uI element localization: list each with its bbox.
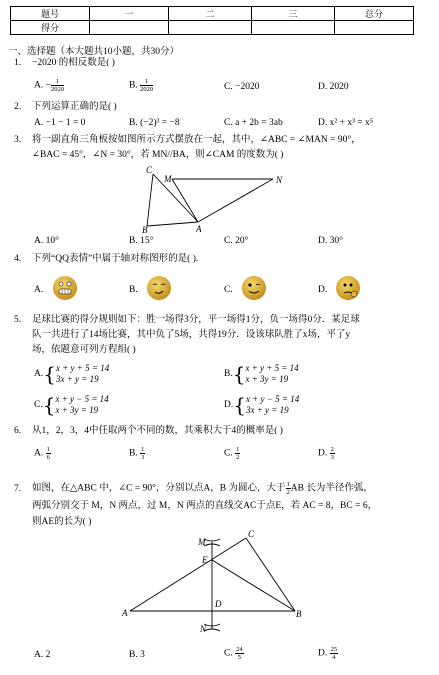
numerator: 25 (330, 646, 338, 653)
equation-system (245, 363, 298, 385)
equation-1: x + y − 5 = 14 (55, 394, 109, 404)
option-c[interactable]: C. 20° (224, 236, 249, 246)
qq-smirk-emoji-icon (147, 276, 171, 300)
fraction (235, 646, 244, 661)
section-heading: 一、选择题（本大题共10小题，共30分） (8, 47, 180, 57)
equation-1: x + y − 5 = 14 (245, 394, 300, 404)
brace-icon: { (232, 362, 246, 386)
score-header-cell: 题号 (11, 7, 90, 21)
option-a[interactable] (34, 285, 43, 295)
question-number: 7. (14, 483, 22, 494)
score-row-label: 得分 (11, 21, 90, 35)
question-text: −2020 的相反数是( ) (32, 58, 115, 68)
score-cell[interactable] (335, 21, 414, 35)
option-b[interactable]: B. 3 (129, 650, 145, 660)
equation-1: x + y + 5 = 14 (245, 363, 299, 373)
score-header-cell: 三 (252, 7, 335, 21)
numerator: 1 (236, 446, 240, 453)
label-B: B (296, 609, 302, 619)
question-7 (14, 481, 373, 496)
option-c[interactable] (224, 285, 233, 295)
question-text-line1a: 如图，在△ABC 中，∠C = 90°，分别以点A，B 为圆心，大于 (32, 483, 286, 494)
denominator: 5 (237, 654, 241, 661)
option-label: B. (129, 80, 141, 91)
option-d[interactable] (318, 646, 338, 661)
fraction (330, 646, 339, 661)
label-M: M (164, 174, 172, 184)
option-d[interactable] (318, 285, 327, 295)
brace-icon: { (42, 393, 56, 417)
option-label: D. (318, 448, 330, 459)
option-a[interactable]: A. −1 − 1 = 0 (34, 118, 86, 128)
question-number: 4. (14, 254, 22, 264)
brace-icon: { (43, 362, 56, 386)
label-M: M (198, 537, 206, 547)
fraction (330, 446, 335, 461)
numerator: 1 (140, 78, 153, 86)
score-header-cell: 总分 (335, 7, 414, 21)
question-text-line2: ∠BAC = 45°，∠N = 30°，若 MN//BA，则∠CAM 的度数为( ) (32, 150, 284, 160)
triangle-figure-q3 (140, 162, 290, 234)
option-a[interactable] (34, 78, 64, 93)
option-label: D. (318, 648, 330, 659)
denominator: 3 (330, 454, 334, 461)
label-N: N (200, 624, 207, 634)
option-label: C. (34, 400, 43, 411)
option-label: A. (34, 448, 46, 459)
question-text-line2: 两弧分别交于 M，N 两点，过 M，N 两点的直线交AC于点E，若 AC = 8，BC = 6， (32, 501, 378, 511)
score-cell[interactable] (90, 21, 169, 35)
equation-system (55, 394, 108, 416)
question-number: 3. (14, 135, 22, 145)
option-label: D. (318, 285, 328, 295)
option-c[interactable] (224, 646, 244, 661)
denominator: 2020 (50, 86, 64, 93)
option-d[interactable]: D. 2020 (318, 82, 349, 92)
fraction (46, 446, 51, 461)
qq-thinking-emoji-icon (336, 276, 360, 300)
question-3 (14, 134, 361, 147)
question-text: 从1，2，3，4中任取两个不同的数，其乘积大于4的概率是( ) (32, 426, 283, 436)
question-number: 5. (14, 315, 22, 325)
fraction (235, 446, 240, 461)
option-label: A. − (34, 80, 51, 91)
option-label: A. (34, 285, 44, 295)
qq-wink-emoji-icon (242, 276, 266, 300)
denominator: 3 (141, 454, 145, 461)
option-a[interactable] (34, 446, 51, 461)
triangle-figure-q7 (118, 528, 308, 640)
option-b[interactable]: B. (−2)³ = −8 (129, 118, 180, 128)
option-label: D. (224, 400, 234, 411)
label-B: B (142, 225, 148, 234)
option-b[interactable] (129, 78, 153, 93)
question-number: 6. (14, 426, 22, 436)
numerator: 24 (236, 646, 243, 653)
score-cell[interactable] (169, 21, 252, 35)
equation-1: x + y + 5 = 14 (55, 363, 110, 373)
question-text-line1b: AB 长为半径作弧， (290, 483, 373, 494)
option-label: C. (224, 448, 236, 459)
label-A: A (196, 224, 202, 234)
label-E: E (202, 555, 208, 565)
score-cell[interactable] (252, 21, 335, 35)
option-c[interactable] (34, 394, 109, 416)
option-d[interactable]: D. 30° (318, 236, 343, 246)
qq-grin-emoji-icon (53, 276, 77, 300)
fraction (51, 78, 64, 93)
equation-2: 3x + y = 19 (245, 405, 289, 415)
equation-2: x + 3y = 19 (245, 374, 289, 384)
option-d[interactable]: D. x² + x³ = x⁵ (318, 118, 374, 128)
numerator: 1 (46, 446, 50, 453)
equation-2: x + 3y = 19 (55, 405, 99, 415)
question-6 (14, 425, 283, 438)
label-D: D (215, 599, 222, 609)
question-number: 1. (14, 58, 22, 68)
denominator: 2020 (140, 86, 154, 93)
score-table (10, 6, 414, 35)
question-2 (14, 101, 117, 114)
brace-icon: { (233, 393, 246, 417)
question-text-line3: 则AE的长为( ) (32, 517, 92, 527)
label-A: A (122, 608, 128, 618)
question-text-line1: 足球比赛的得分规则如下：胜一场得3分，平一场得1分，负一场得0分．某足球 (32, 315, 360, 325)
option-label: A. (34, 369, 44, 380)
question-number: 2. (14, 102, 22, 112)
question-text-line1: 将一副直角三角板按如图所示方式摆放在一起，其中，∠ABC = ∠MAN = 90°， (32, 135, 361, 145)
denominator: 2 (286, 489, 290, 496)
option-label: C. (224, 285, 233, 295)
option-label: B. (129, 285, 138, 295)
numerator: 1 (51, 78, 64, 86)
equation-system (246, 394, 299, 416)
question-1 (14, 57, 115, 70)
question-text: 下列运算正确的是( ) (32, 102, 117, 112)
option-a[interactable]: A. 2 (34, 650, 51, 660)
option-label: C. (224, 648, 236, 659)
question-text: 下列“QQ表情”中属于轴对称图形的是( ). (32, 254, 199, 264)
option-b[interactable] (129, 285, 138, 295)
fraction (140, 78, 153, 93)
score-table-score-row (11, 21, 414, 35)
question-4 (14, 253, 198, 266)
fraction (140, 446, 145, 461)
option-c[interactable]: C. −2020 (224, 82, 260, 92)
question-text-line2: 队一共进行了14场比赛，其中负了5场，共得19分．设该球队胜了x场，平了y (32, 330, 351, 340)
label-N: N (276, 175, 283, 185)
option-label: B. (129, 448, 141, 459)
option-d[interactable] (224, 394, 299, 416)
option-a[interactable]: A. 10° (34, 236, 59, 246)
question-5 (14, 314, 360, 327)
option-b[interactable] (224, 363, 299, 385)
score-header-cell: 一 (90, 7, 169, 21)
question-text-line3: 场，依题意可列方程组( ) (32, 345, 136, 355)
option-label: B. (224, 369, 233, 380)
option-b[interactable]: B. 15° (129, 236, 154, 246)
numerator: 2 (330, 446, 334, 453)
denominator: 2 (236, 454, 240, 461)
score-table-header-row (11, 7, 414, 21)
score-header-cell: 二 (169, 7, 252, 21)
option-c[interactable] (224, 446, 240, 461)
label-C: C (248, 529, 255, 539)
label-C: C (146, 165, 153, 175)
option-a[interactable] (34, 363, 109, 385)
denominator: 6 (46, 454, 50, 461)
option-d[interactable] (318, 446, 335, 461)
option-c[interactable]: C. a + 2b = 3ab (224, 118, 283, 128)
denominator: 4 (332, 654, 336, 661)
numerator: 1 (286, 481, 290, 488)
numerator: 1 (141, 446, 145, 453)
equation-2: 3x + y = 19 (55, 374, 99, 384)
equation-system (56, 363, 109, 385)
option-b[interactable] (129, 446, 145, 461)
